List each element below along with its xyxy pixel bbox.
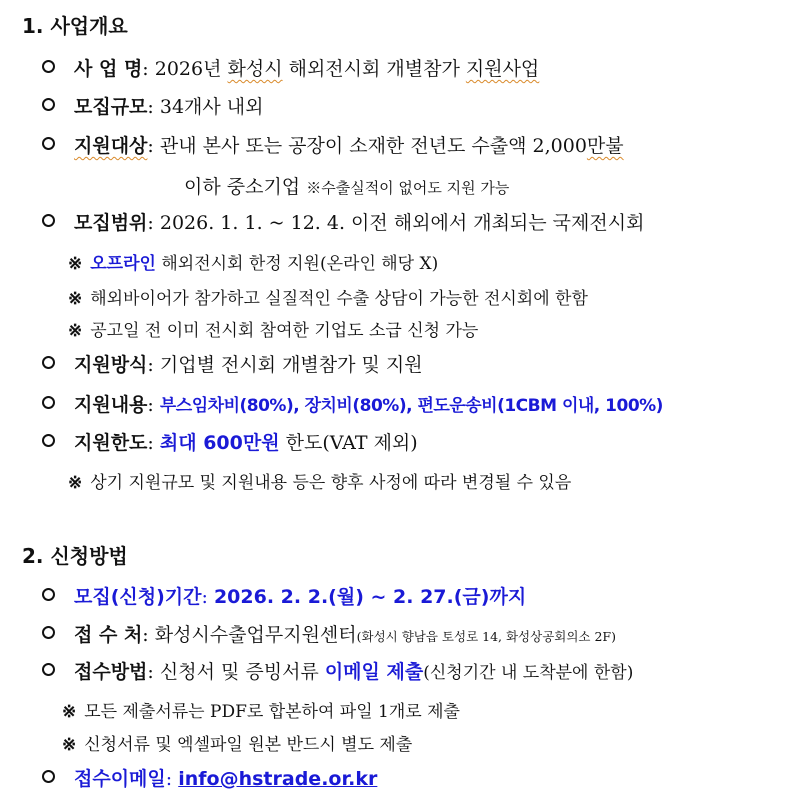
colon: : xyxy=(201,586,208,608)
method-value: 기업별 전시회 개별참가 및 지원 xyxy=(159,354,423,376)
content-value: 부스임차비(80%), 장치비(80%), 편도운송비(1CBM 이내, 100%) xyxy=(159,396,663,416)
circle-bullet-icon xyxy=(42,396,55,409)
reference-mark-icon: ※ xyxy=(62,702,77,722)
note-pdf-text: 모든 제출서류는 PDF로 합본하여 파일 1개로 제출 xyxy=(84,702,460,722)
method-label: 지원방식 xyxy=(74,354,148,376)
period-label: 모집(신청)기간 xyxy=(74,586,202,608)
target-note: ※수출실적이 없어도 지원 가능 xyxy=(306,179,510,197)
project-name-value-c: 해외전시회 개별참가 xyxy=(282,58,466,80)
reference-mark-icon: ※ xyxy=(68,289,83,309)
circle-bullet-icon xyxy=(42,588,55,601)
limit-label: 지원한도 xyxy=(74,432,148,454)
period-value: 2026. 2. 2.(월) ~ 2. 27.(금)까지 xyxy=(213,586,527,608)
place-address: (화성시 향남읍 토성로 14, 화성상공회의소 2F) xyxy=(356,629,616,644)
colon: : xyxy=(142,58,149,80)
row-limit xyxy=(42,428,418,455)
range-label: 모집범위 xyxy=(74,212,148,234)
project-name-value-a: 2026년 xyxy=(154,58,228,80)
note-offline-rest: 해외전시회 한정 지원(온라인 해당 X) xyxy=(155,254,439,274)
circle-bullet-icon xyxy=(42,663,55,676)
row-place xyxy=(42,620,616,647)
target-value-1a: 관내 본사 또는 공장이 소재한 전년도 수출액 2,000 xyxy=(159,135,587,157)
note-retroactive xyxy=(68,316,478,341)
reference-mark-icon: ※ xyxy=(68,473,83,493)
project-name-value-b: 화성시 xyxy=(227,58,283,80)
colon: : xyxy=(165,768,173,790)
note-change-text: 상기 지원규모 및 지원내용 등은 향후 사정에 따라 변경될 수 있음 xyxy=(90,473,572,493)
note-buyer-text: 해외바이어가 참가하고 실질적인 수출 상담이 가능한 전시회에 한함 xyxy=(90,289,588,309)
reference-mark-icon: ※ xyxy=(62,735,77,755)
colon: : xyxy=(147,432,154,454)
reference-mark-icon: ※ xyxy=(68,254,83,274)
email-label: 접수이메일 xyxy=(74,768,166,790)
circle-bullet-icon xyxy=(42,356,55,369)
colon: : xyxy=(147,394,154,416)
row-email xyxy=(42,764,377,791)
colon: : xyxy=(142,624,149,646)
note-excel xyxy=(62,730,412,755)
row-content xyxy=(42,390,663,417)
scale-label: 모집규모 xyxy=(74,96,148,118)
project-name-label: 사 업 명 xyxy=(74,58,143,80)
row-period xyxy=(42,582,526,609)
offline-highlight: 오프라인 xyxy=(90,254,156,274)
colon: : xyxy=(147,354,154,376)
howto-label: 접수방법 xyxy=(74,661,148,683)
row-range xyxy=(42,208,644,235)
row-target-cont xyxy=(184,172,509,199)
colon: : xyxy=(147,212,154,234)
range-value: 2026. 1. 1. ~ 12. 4. 이전 해외에서 개최되는 국제전시회 xyxy=(159,212,645,234)
circle-bullet-icon xyxy=(42,214,55,227)
note-change xyxy=(68,468,571,493)
project-name-value-d: 지원사업 xyxy=(465,58,540,80)
note-buyer xyxy=(68,284,588,309)
row-target xyxy=(42,131,624,158)
circle-bullet-icon xyxy=(42,770,55,783)
circle-bullet-icon xyxy=(42,60,55,73)
email-link[interactable]: info@hstrade.or.kr xyxy=(178,768,378,790)
section1-title: 1. 사업개요 xyxy=(22,14,128,38)
content-label: 지원내용 xyxy=(74,394,148,416)
section2-title: 2. 신청방법 xyxy=(22,544,128,568)
limit-rest: 한도(VAT 제외) xyxy=(279,432,418,454)
colon: : xyxy=(147,96,154,118)
howto-rest: (신청기간 내 도착분에 한함) xyxy=(423,663,634,683)
target-label: 지원대상 xyxy=(74,135,148,157)
circle-bullet-icon xyxy=(42,626,55,639)
colon: : xyxy=(147,135,154,157)
place-label: 접 수 처 xyxy=(74,624,143,646)
colon: : xyxy=(147,661,154,683)
howto-a: 신청서 및 증빙서류 xyxy=(159,661,325,683)
limit-highlight: 최대 600만원 xyxy=(159,432,280,454)
howto-highlight: 이메일 제출 xyxy=(324,661,424,683)
row-scale xyxy=(42,92,264,119)
note-retroactive-text: 공고일 전 이미 전시회 참여한 기업도 소급 신청 가능 xyxy=(90,321,479,341)
scale-value: 34개사 내외 xyxy=(159,96,264,118)
row-project-name xyxy=(42,54,539,81)
circle-bullet-icon xyxy=(42,137,55,150)
row-howto xyxy=(42,657,633,684)
reference-mark-icon: ※ xyxy=(68,321,83,341)
target-value-1b: 만불 xyxy=(586,135,624,157)
circle-bullet-icon xyxy=(42,434,55,447)
row-method xyxy=(42,350,423,377)
note-excel-text: 신청서류 및 엑셀파일 원본 반드시 별도 제출 xyxy=(84,735,413,755)
place-value: 화성시수출업무지원센터 xyxy=(154,624,357,646)
target-value-2: 이하 중소기업 xyxy=(184,176,301,198)
note-offline xyxy=(68,249,438,274)
circle-bullet-icon xyxy=(42,98,55,111)
note-pdf xyxy=(62,697,460,722)
